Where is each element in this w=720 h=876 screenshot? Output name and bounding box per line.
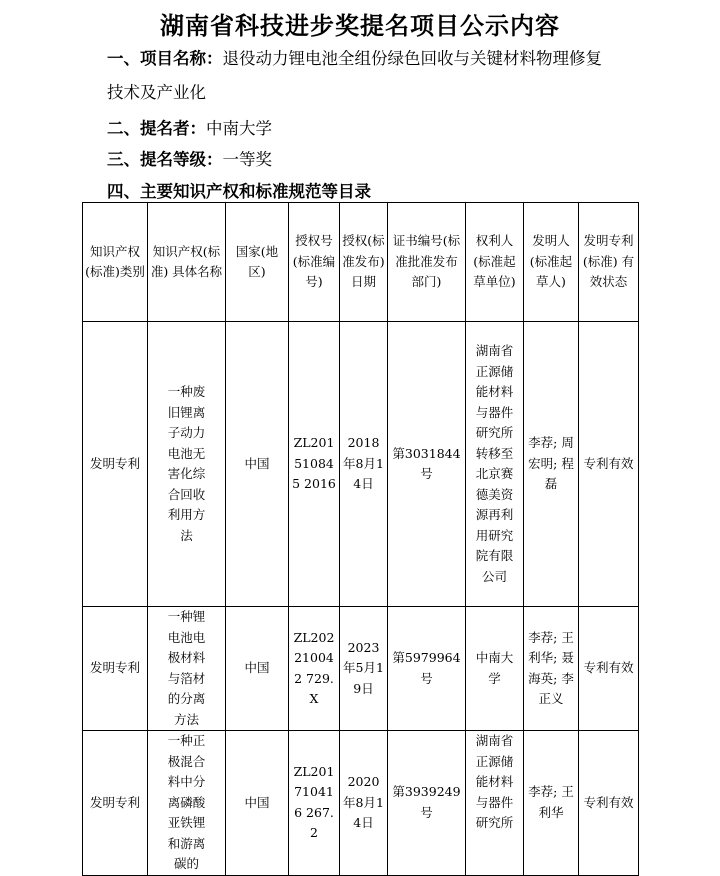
cell-number: ZL201710416 267.2	[289, 731, 340, 876]
project-name-key: 一、项目名称：	[107, 49, 223, 68]
ip-heading: 四、主要知识产权和标准规范等目录	[107, 182, 371, 201]
header-type: 知识产权(标准)类别	[83, 203, 148, 322]
cell-inventor: 李荐; 王利华	[524, 731, 579, 876]
cell-type: 发明专利	[83, 607, 148, 731]
project-name-value: 退役动力锂电池全组份绿色回收与关键材料物理修复	[222, 49, 602, 68]
level-line	[107, 149, 272, 171]
cell-date: 2018年8月14日	[340, 322, 388, 607]
header-cert: 证书编号(标准批准发布部门)	[388, 203, 466, 322]
nominator-value: 中南大学	[206, 119, 272, 138]
cell-owner: 湖南省正源储能材料与器件研究所转移至北京赛德美资源再利用研究院有限公司	[466, 322, 524, 607]
cell-owner: 湖南省正源储能材料与器件研究所	[466, 731, 524, 876]
cell-type: 发明专利	[83, 731, 148, 876]
header-status: 发明专利 (标准) 有效状态	[579, 203, 639, 322]
level-key: 三、提名等级：	[107, 150, 223, 169]
nominator-line	[107, 118, 272, 140]
nominator-key: 二、提名者：	[107, 119, 206, 138]
cell-country: 中国	[226, 322, 289, 607]
cell-status: 专利有效	[579, 322, 639, 607]
cell-type: 发明专利	[83, 322, 148, 607]
header-name: 知识产权(标准) 具体名称	[148, 203, 226, 322]
page-title: 湖南省科技进步奖提名项目公示内容	[160, 12, 560, 40]
header-country: 国家(地区)	[226, 203, 289, 322]
level-value: 一等奖	[222, 150, 272, 169]
project-name-line-2: 技术及产业化	[107, 83, 206, 102]
cell-name: 一种锂电池电极材料与箔材的分离方法	[148, 607, 226, 731]
cell-inventor: 李荐; 周宏明; 程磊	[524, 322, 579, 607]
cell-status: 专利有效	[579, 731, 639, 876]
cell-cert: 第3939249号	[388, 731, 466, 876]
project-name-line	[107, 48, 602, 70]
table-row	[83, 322, 639, 607]
ip-table	[82, 202, 639, 876]
table-row	[83, 607, 639, 731]
cell-country: 中国	[226, 731, 289, 876]
cell-cert: 第5979964号	[388, 607, 466, 731]
cell-number: ZL202210042 729.X	[289, 607, 340, 731]
cell-number: ZL201510845 2016	[289, 322, 340, 607]
header-owner: 权利人(标准起草单位)	[466, 203, 524, 322]
header-inventor: 发明人(标准起草人)	[524, 203, 579, 322]
table-header-row	[83, 203, 639, 322]
cell-name: 一种正极混合料中分离磷酸亚铁锂和游离碳的	[148, 731, 226, 876]
cell-date: 2020年8月14日	[340, 731, 388, 876]
header-number: 授权号(标准编号)	[289, 203, 340, 322]
cell-status: 专利有效	[579, 607, 639, 731]
cell-inventor: 李荐; 王利华; 聂海英; 李正义	[524, 607, 579, 731]
cell-date: 2023年5月19日	[340, 607, 388, 731]
cell-cert: 第3031844号	[388, 322, 466, 607]
cell-country: 中国	[226, 607, 289, 731]
cell-name: 一种废旧锂离子动力电池无害化综合回收利用方法	[148, 322, 226, 607]
cell-owner: 中南大学	[466, 607, 524, 731]
header-date: 授权(标准发布) 日期	[340, 203, 388, 322]
table-row	[83, 731, 639, 876]
